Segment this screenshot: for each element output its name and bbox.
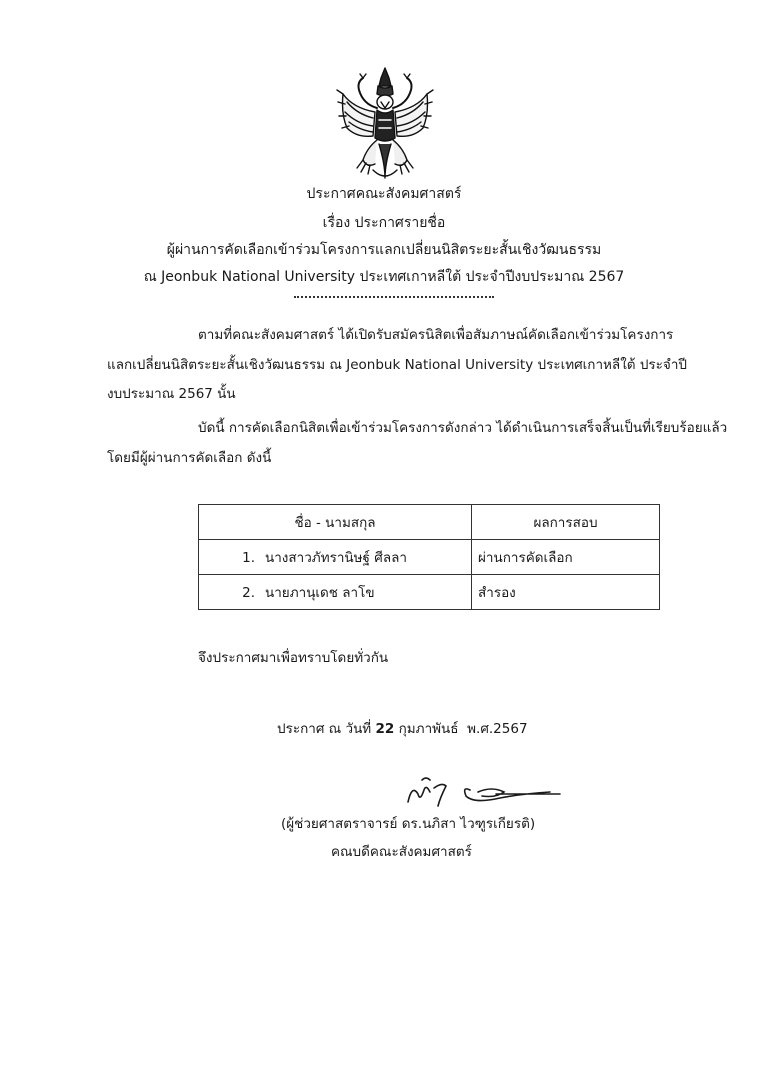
results-table — [198, 504, 660, 610]
signatory-position: คณบดีคณะสังคมศาสตร์ — [331, 844, 472, 860]
header-name: ชื่อ - นามสกุล — [199, 505, 472, 540]
row-name: นางสาวภัทรานิษฐ์ ศีลลา — [265, 550, 407, 566]
date-month: กุมภาพันธ์ — [398, 721, 459, 737]
para1-line2: แลกเปลี่ยนนิสิตระยะสั้นเชิงวัฒนธรรม ณ Jeonbuk National University ประเทศเกาหลีใต้ ประจำปี — [107, 357, 687, 373]
header-result: ผลการสอบ — [472, 505, 660, 540]
row-number: 1. — [242, 550, 255, 566]
closing-statement: จึงประกาศมาเพื่อทราบโดยทั่วกัน — [198, 650, 389, 666]
table-header-row — [199, 505, 660, 540]
announcement-title-line2: ณ Jeonbuk National University ประเทศเกาหลีใต้ ประจำปีงบประมาณ 2567 — [143, 269, 625, 285]
table-row — [199, 575, 660, 610]
row-result: ผ่านการคัดเลือก — [472, 540, 660, 575]
date-prefix: ประกาศ ณ วันที่ — [277, 721, 372, 737]
para2-line2: โดยมีผู้ผ่านการคัดเลือก ดังนี้ — [107, 450, 272, 466]
date-year: พ.ศ.2567 — [467, 721, 528, 737]
para1-line1: ตามที่คณะสังคมศาสตร์ ได้เปิดรับสมัครนิสิตเพื่อสัมภาษณ์คัดเลือกเข้าร่วมโครงการ — [198, 327, 674, 343]
garuda-emblem-icon — [333, 64, 437, 182]
signatory-name: (ผู้ช่วยศาสตราจารย์ ดร.นภิสา ไวฑูรเกียรติ) — [281, 816, 536, 832]
para1-line3: งบประมาณ 2567 นั้น — [107, 386, 236, 402]
row-name: นายภานุเดช ลาโข — [265, 585, 375, 601]
table-row — [199, 540, 660, 575]
announcement-title-line1: ผู้ผ่านการคัดเลือกเข้าร่วมโครงการแลกเปลี่ยนนิสิตระยะสั้นเชิงวัฒนธรรม — [166, 242, 602, 258]
dotted-divider — [294, 296, 494, 298]
row-number: 2. — [242, 585, 255, 601]
para2-line1: บัดนี้ การคัดเลือกนิสิตเพื่อเข้าร่วมโครงการดังกล่าว ได้ดำเนินการเสร็จสิ้นเป็นที่เรียบร้อยแล้ว — [198, 420, 728, 436]
row-name-cell — [199, 540, 472, 575]
announcement-date — [277, 719, 528, 739]
announcement-org: ประกาศคณะสังคมศาสตร์ — [306, 186, 462, 202]
row-result: สำรอง — [472, 575, 660, 610]
row-name-cell — [199, 575, 472, 610]
handwritten-signature — [400, 772, 570, 812]
announcement-subject: เรื่อง ประกาศรายชื่อ — [322, 215, 446, 231]
date-day: 22 — [375, 721, 395, 737]
